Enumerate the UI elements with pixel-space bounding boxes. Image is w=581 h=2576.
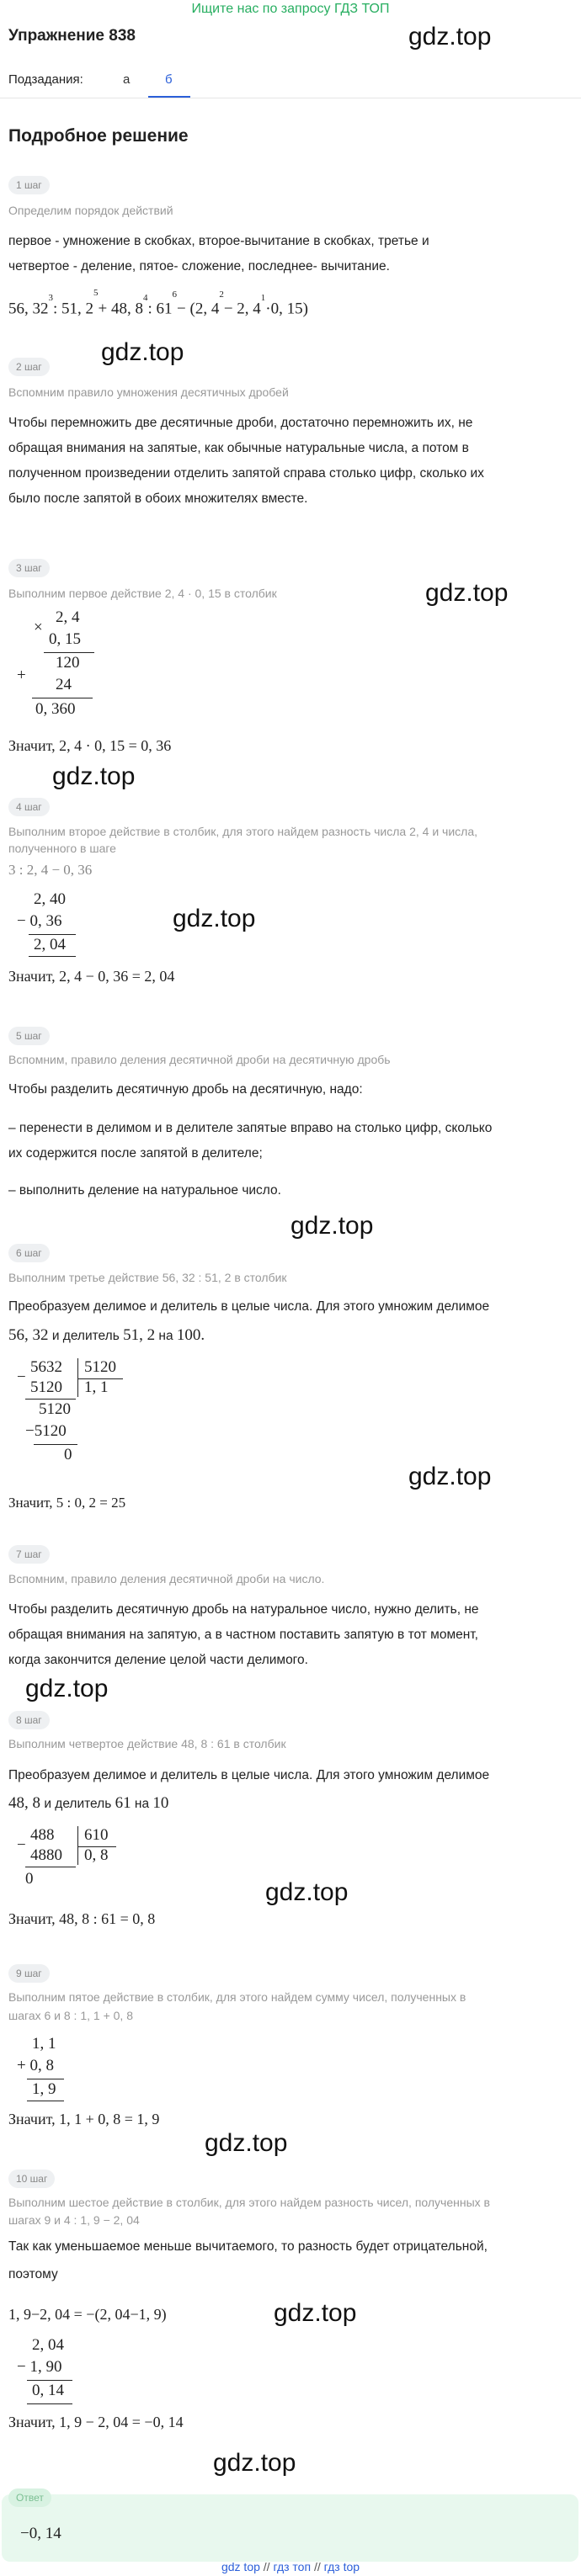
conj: и делитель xyxy=(44,1797,112,1811)
col-row: − xyxy=(17,1836,26,1854)
col-line xyxy=(27,2380,72,2381)
div-bar xyxy=(77,1358,78,1397)
footer-links xyxy=(0,2560,581,2573)
watermark: gdz.top xyxy=(173,905,256,932)
step-2-note: Вспомним правило умножения десятичных дробей xyxy=(8,385,289,399)
step-10-text-1: Так как уменьшаемое меньше вычитаемого, то разность будет отрицательной, xyxy=(8,2239,488,2254)
col-result: 0 xyxy=(25,1870,34,1888)
col-row: 2, 4 xyxy=(56,608,80,626)
footer-link-gdz-top-mixed[interactable]: гдз top xyxy=(323,2560,360,2573)
conj: и делитель xyxy=(51,1329,120,1343)
top-banner[interactable]: Ищите нас по запросу ГДЗ ТОП xyxy=(191,2,390,16)
col-row: 4880 xyxy=(30,1846,62,1864)
footer-link-gdz-top[interactable]: gdz top xyxy=(221,2560,260,2573)
step-6-badge: 6 шаг xyxy=(8,1244,50,1262)
step-9-result: Значит, 1, 1 + 0, 8 = 1, 9 xyxy=(8,2111,160,2127)
step-6-result: Значит, 5 : 0, 2 = 25 xyxy=(8,1495,126,1511)
step-2-text-3: полученном произведении отделить запятой справа столько цифр, сколько их xyxy=(8,466,484,481)
step-4-note-2: полученного в шаге xyxy=(8,842,116,855)
step-7-badge: 7 шаг xyxy=(8,1545,50,1564)
div-bar xyxy=(77,1826,78,1865)
step-8-badge: 8 шаг xyxy=(8,1711,50,1729)
col-row: + 0, 8 xyxy=(17,2057,54,2074)
section-title: Подробное решение xyxy=(8,126,189,146)
subtask-b-tab[interactable]: б xyxy=(165,72,173,87)
step-1-text-2: четвертое - деление, пятое- сложение, последнее- вычитание. xyxy=(8,259,390,274)
watermark: gdz.top xyxy=(290,1212,374,1240)
step-7-text-2: обращая внимания на запятую, а в частном поставить запятую в тот момент, xyxy=(8,1628,478,1642)
col-row: 5120 xyxy=(39,1400,71,1418)
step-6-text-1: Преобразуем делимое и делитель в целые числа. Для этого умножим делимое xyxy=(8,1299,490,1314)
watermark: gdz.top xyxy=(205,2129,288,2157)
step-6-text-2 xyxy=(8,1323,205,1349)
multiplier-value: 100. xyxy=(176,1326,205,1344)
footer-sep: // xyxy=(263,2560,270,2573)
col-row: 1, 1 xyxy=(32,2035,56,2053)
step-9-note-1: Выполним пятое действие в столбик, для этого найдем сумму чисел, полученных в xyxy=(8,1990,466,2004)
col-line xyxy=(29,934,76,935)
watermark: gdz.top xyxy=(274,2299,357,2327)
col-row: − 1, 90 xyxy=(17,2358,62,2376)
watermark: gdz.top xyxy=(52,762,136,790)
step-2-badge: 2 шаг xyxy=(8,358,50,376)
step-4-result: Значит, 2, 4 − 0, 36 = 2, 04 xyxy=(8,968,175,985)
step-10-equation: 1, 9−2, 04 = −(2, 04−1, 9) xyxy=(8,2306,167,2323)
col-row: − xyxy=(17,1368,26,1386)
col-result: 2, 04 xyxy=(34,936,66,953)
col-row: 24 xyxy=(56,676,72,693)
step-10-note-1: Выполним шестое действие в столбик, для этого найдем разность чисел, полученных в xyxy=(8,2196,490,2209)
conj: на xyxy=(134,1797,150,1811)
step-5-text-2: – перенести в делимом и в делителе запятые вправо на столько цифр, сколько xyxy=(8,1121,493,1135)
col-row: 0, 15 xyxy=(49,630,81,648)
step-10-badge: 10 шаг xyxy=(8,2170,55,2188)
step-2-text-1: Чтобы перемножить две десятичные дроби, достаточно перемножить их, не xyxy=(8,416,473,430)
col-row: 5120 xyxy=(30,1378,62,1396)
answer-value: −0, 14 xyxy=(20,2525,61,2542)
step-5-text-3: их содержится после запятой в делителе; xyxy=(8,1146,263,1161)
step-3-result: Значит, 2, 4 · 0, 15 = 0, 36 xyxy=(8,737,172,754)
step-10-note-2: шагах 9 и 4 : 1, 9 − 2, 04 xyxy=(8,2213,140,2227)
step-5-badge: 5 шаг xyxy=(8,1027,50,1045)
step-3-note: Выполним первое действие 2, 4 · 0, 15 в столбик xyxy=(8,587,277,600)
step-8-note: Выполним четвертое действие 48, 8 : 61 в столбик xyxy=(8,1737,286,1750)
col-row: 120 xyxy=(56,654,80,672)
subtask-a-tab[interactable]: а xyxy=(123,72,131,87)
subtasks-label: Подзадания: xyxy=(8,72,83,87)
step-4-badge: 4 шаг xyxy=(8,798,50,816)
step-2-text-2: обращая внимания на запятые, как обычные натуральные числа, а потом в xyxy=(8,441,469,455)
watermark: gdz.top xyxy=(265,1878,349,1906)
step-1-note: Определим порядок действий xyxy=(8,204,173,217)
watermark: gdz.top xyxy=(213,2449,296,2477)
footer-sep: // xyxy=(313,2560,321,2573)
dividend-value: 48, 8 xyxy=(8,1794,40,1812)
step-8-text-2 xyxy=(8,1791,168,1817)
watermark: gdz.top xyxy=(101,338,184,366)
col-row: 5632 xyxy=(30,1358,62,1376)
step-8-result: Значит, 48, 8 : 61 = 0, 8 xyxy=(8,1910,156,1927)
col-quotient: 1, 1 xyxy=(84,1378,109,1396)
divisor-value: 51, 2 xyxy=(123,1326,156,1344)
step-1-badge: 1 шаг xyxy=(8,176,50,194)
watermark: gdz.top xyxy=(25,1675,109,1702)
col-line xyxy=(27,2403,72,2404)
watermark: gdz.top xyxy=(408,1463,492,1490)
col-result: 1, 9 xyxy=(32,2080,56,2098)
step-7-text-3: когда закончится деление целой части делимого. xyxy=(8,1653,308,1667)
col-result: 0 xyxy=(64,1446,72,1463)
step-10-text-2: поэтому xyxy=(8,2267,58,2281)
answer-badge: Ответ xyxy=(8,2488,51,2507)
step-4-note-1: Выполним второе действие в столбик, для этого найдем разность числа 2, 4 и числа, xyxy=(8,825,477,838)
col-row: 610 xyxy=(84,1826,109,1844)
step-5-text-4: – выполнить деление на натуральное число. xyxy=(8,1183,281,1198)
col-row: 488 xyxy=(30,1826,55,1844)
step-4-label: 3 : 2, 4 − 0, 36 xyxy=(8,862,93,878)
divisor-value: 61 xyxy=(115,1794,131,1812)
conj: на xyxy=(158,1329,173,1343)
footer-link-gdz-top-ru[interactable]: гдз топ xyxy=(273,2560,312,2573)
col-row: − 0, 36 xyxy=(17,912,62,930)
step-1-expression: 56, $32^3$: 51, $2^5+ 48$, $8^4$: $61^6- (2$, $4^2- 2$, $4^1\cdot 0$, 15) xyxy=(8,288,308,318)
step-7-note: Вспомним, правило деления десятичной дроби на число. xyxy=(8,1572,325,1585)
plus-sign: + xyxy=(17,667,26,684)
col-line xyxy=(29,956,76,957)
answer-box xyxy=(2,2494,578,2562)
col-line xyxy=(25,1399,76,1400)
step-3-badge: 3 шаг xyxy=(8,559,50,577)
col-line xyxy=(34,1444,77,1445)
page-title: Упражнение 838 xyxy=(8,27,136,45)
col-row: −5120 xyxy=(25,1422,67,1440)
col-row: 2, 04 xyxy=(32,2336,64,2354)
step-7-text-1: Чтобы разделить десятичную дробь на натуральное число, нужно делить, не xyxy=(8,1602,479,1617)
step-2-text-4: было после запятой в обоих множителях вместе. xyxy=(8,491,308,506)
watermark: gdz.top xyxy=(408,23,492,50)
dividend-value: 56, 32 xyxy=(8,1326,49,1344)
step-9-badge: 9 шаг xyxy=(8,1964,50,1983)
col-row: 2, 40 xyxy=(34,890,66,908)
watermark: gdz.top xyxy=(425,579,509,607)
col-result: 0, 14 xyxy=(32,2382,64,2399)
col-row: 5120 xyxy=(84,1358,116,1376)
step-9-note-2: шагах 6 и 8 : 1, 1 + 0, 8 xyxy=(8,2009,133,2022)
step-8-text-1: Преобразуем делимое и делитель в целые числа. Для этого умножим делимое xyxy=(8,1768,490,1782)
col-quotient: 0, 8 xyxy=(84,1846,109,1864)
step-6-note: Выполним третье действие 56, 32 : 51, 2 в столбик xyxy=(8,1271,287,1284)
col-result: 0, 360 xyxy=(35,700,76,718)
col-line xyxy=(44,652,94,653)
multiplier-value: 10 xyxy=(152,1794,169,1812)
times-sign: × xyxy=(34,619,43,636)
step-1-text-1: первое - умножение в скобках, второе-вычитание в скобках, третье и xyxy=(8,234,429,248)
step-5-note: Вспомним, правило деления десятичной дроби на десятичную дробь xyxy=(8,1053,391,1066)
step-10-result: Значит, 1, 9 − 2, 04 = −0, 14 xyxy=(8,2414,184,2430)
step-5-text-1: Чтобы разделить десятичную дробь на десятичную, надо: xyxy=(8,1082,363,1097)
